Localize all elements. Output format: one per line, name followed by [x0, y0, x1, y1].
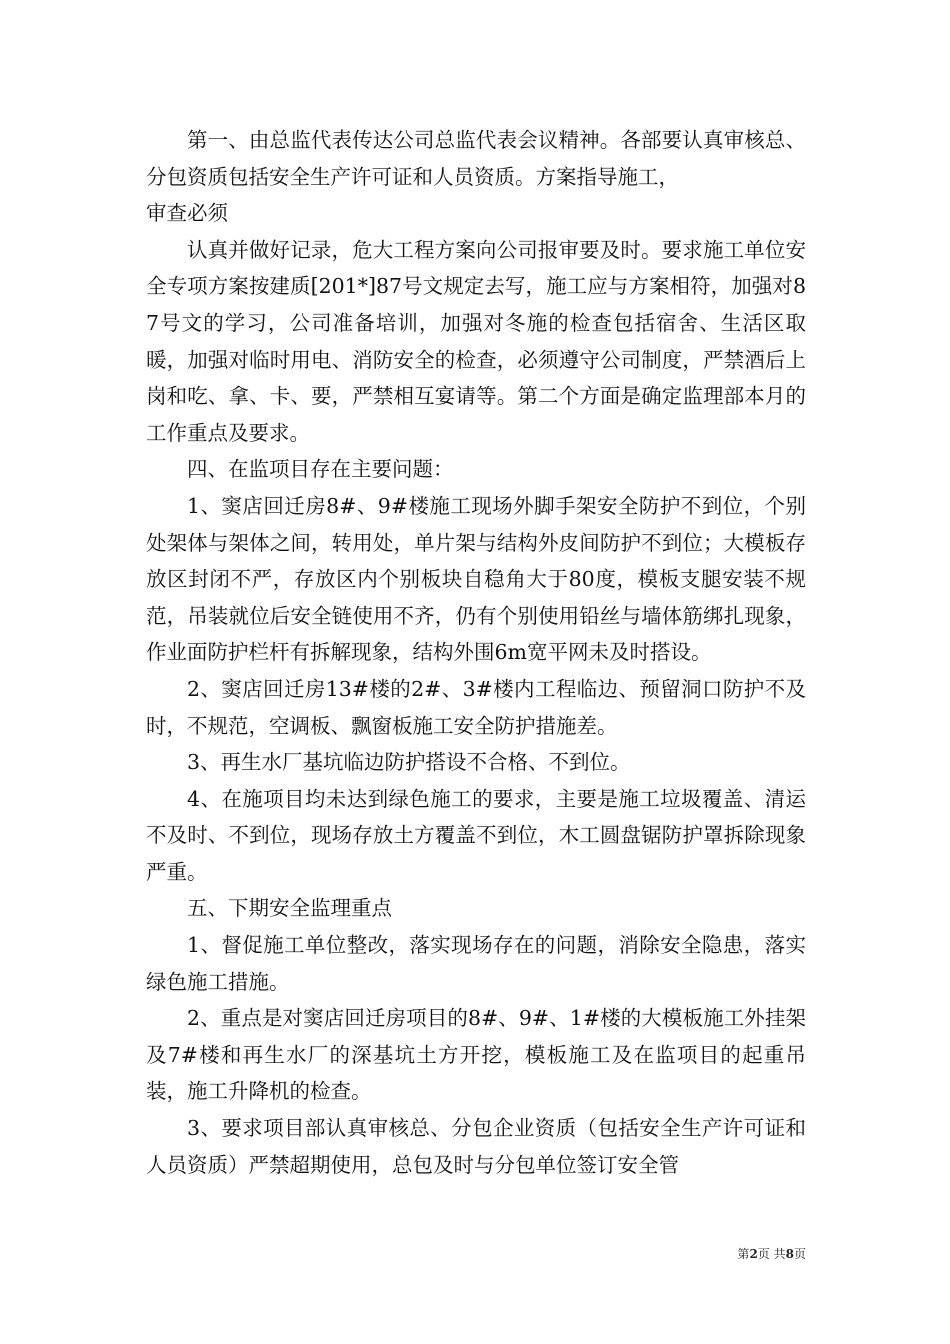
section-heading-next-focus: 五、下期安全监理重点 — [187, 896, 392, 921]
paragraph-review-required: 审查必须 — [146, 201, 228, 226]
page-number-footer — [0, 1246, 806, 1262]
focus-item-3: 3、要求项目部认真审核总、分包企业资质（包括安全生产许可证和人员资质）严禁超期使用，总包及时与分包单位签订安全管 — [146, 1116, 806, 1177]
total-pages-number: 8 — [785, 1247, 794, 1261]
footer-prefix: 第 — [737, 1247, 750, 1261]
problem-item-3: 3、再生水厂基坑临边防护搭设不合格、不到位。 — [187, 750, 631, 775]
focus-item-2: 2、重点是对窦店回迁房项目的8#、9#、1#楼的大模板施工外挂架及7#楼和再生水厂的深基坑土方开挖，模板施工及在监项目的起重吊装，施工升降机的检查。 — [146, 1006, 806, 1104]
focus-item-1: 1、督促施工单位整改，落实现场存在的问题，消除安全隐患，落实绿色施工措施。 — [146, 933, 806, 994]
paragraph-record-requirements: 认真并做好记录，危大工程方案向公司报审要及时。要求施工单位安全专项方案按建质[201*]87号文规定去写，施工应与方案相符，加强对87号文的学习，公司准备培训，加强对冬施的检查包括宿舍、生活区取暖，加强对临时用电、消防安全的检查，必须遵守公司制度，严禁酒后上岗和吃、拿、卡、要，严禁相互宴请等。第二个方面是确定监理部本月的工作重点及要求。 — [146, 237, 806, 445]
document-body — [146, 122, 806, 1183]
paragraph-meeting-spirit: 第一、由总监代表传达公司总监代表会议精神。各部要认真审核总、分包资质包括安全生产许可证和人员资质。方案指导施工， — [146, 128, 806, 189]
problem-item-1: 1、窦店回迁房8#、9#楼施工现场外脚手架安全防护不到位，个别处架体与架体之间，转用处，单片架与结构外皮间防护不到位；大模板存放区封闭不严，存放区内个别板块自稳角大于80度，模板支腿安装不规范，吊装就位后安全链使用不齐，仍有个别使用铅丝与墙体筋绑扎现象，作业面防护栏杆有拆解现象，结构外围6m宽平网未及时搭设。 — [146, 493, 806, 665]
section-heading-main-problems: 四、在监项目存在主要问题： — [187, 457, 454, 482]
problem-item-2: 2、窦店回迁房13#楼的2#、3#楼内工程临边、预留洞口防护不及时，不规范，空调板、飘窗板施工安全防护措施差。 — [146, 676, 806, 738]
problem-item-4: 4、在施项目均未达到绿色施工的要求，主要是施工垃圾覆盖、清运不及时、不到位，现场存放土方覆盖不到位，木工圆盘锯防护罩拆除现象严重。 — [146, 786, 806, 884]
footer-middle: 页 共 — [757, 1247, 786, 1261]
current-page-number: 2 — [749, 1247, 758, 1261]
footer-suffix: 页 — [793, 1247, 806, 1261]
